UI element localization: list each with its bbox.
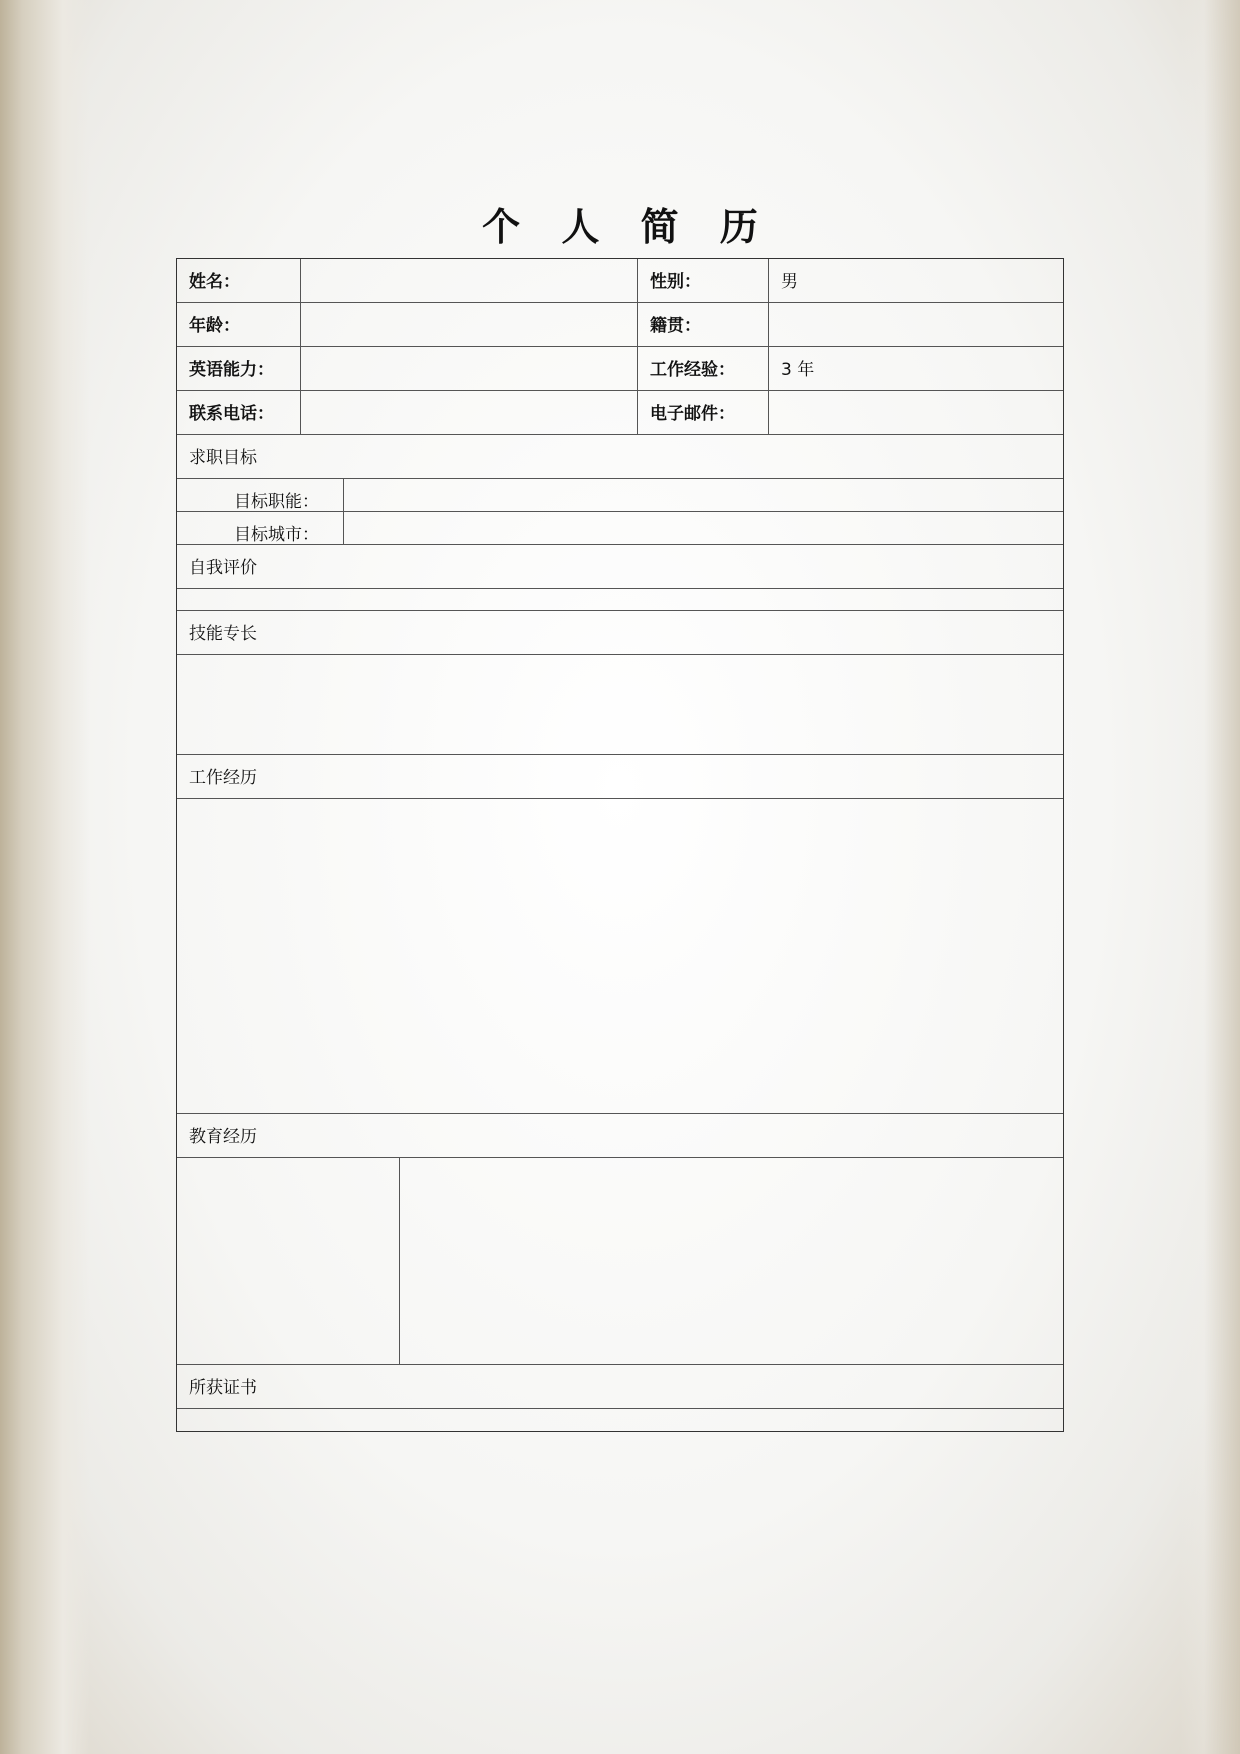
certificates-header: 所获证书 xyxy=(189,1378,257,1398)
skills-content[interactable] xyxy=(177,655,1063,755)
skills-header: 技能专长 xyxy=(189,624,257,644)
education-period-field[interactable] xyxy=(177,1158,399,1364)
page-shadow-left xyxy=(0,0,90,1754)
row-english-experience xyxy=(177,347,1063,391)
work-history-header: 工作经历 xyxy=(189,768,257,788)
education-content xyxy=(177,1158,1063,1365)
age-label: 年龄： xyxy=(189,316,240,336)
target-city-label: 目标城市： xyxy=(234,525,319,545)
row-name-gender xyxy=(177,259,1063,303)
certificates-content[interactable] xyxy=(177,1409,1063,1431)
work-history-field[interactable] xyxy=(177,799,1063,1113)
row-target-city xyxy=(177,512,1063,545)
section-header-work-history xyxy=(177,755,1063,799)
target-city-field[interactable] xyxy=(343,512,1063,544)
section-header-self-evaluation xyxy=(177,545,1063,589)
gender-label: 性别： xyxy=(637,259,768,302)
target-function-label: 目标职能： xyxy=(234,492,319,512)
email-label: 电子邮件： xyxy=(637,391,768,434)
phone-field[interactable] xyxy=(300,391,637,434)
self-evaluation-header: 自我评价 xyxy=(189,558,257,578)
target-function-field[interactable] xyxy=(343,479,1063,511)
education-details-field[interactable] xyxy=(399,1158,1063,1364)
english-field[interactable] xyxy=(300,347,637,390)
page-shadow-right xyxy=(1180,0,1240,1754)
section-header-job-goal xyxy=(177,435,1063,479)
section-header-education xyxy=(177,1114,1063,1158)
name-label: 姓名： xyxy=(189,272,240,292)
education-header: 教育经历 xyxy=(189,1127,257,1147)
email-field[interactable] xyxy=(768,391,1063,434)
row-phone-email xyxy=(177,391,1063,435)
self-evaluation-field[interactable] xyxy=(177,589,1063,610)
resume-title: 个 人 简 历 xyxy=(482,205,772,249)
certificates-field[interactable] xyxy=(177,1409,1063,1431)
origin-field[interactable] xyxy=(768,303,1063,346)
self-evaluation-content[interactable] xyxy=(177,589,1063,611)
section-header-certificates xyxy=(177,1365,1063,1409)
resume-form xyxy=(176,258,1064,1432)
work-history-content[interactable] xyxy=(177,799,1063,1114)
skills-field[interactable] xyxy=(177,655,1063,754)
origin-label: 籍贯： xyxy=(637,303,768,346)
resume-page xyxy=(176,196,1064,1432)
phone-label: 联系电话： xyxy=(189,404,274,424)
experience-label: 工作经验： xyxy=(637,347,768,390)
job-goal-header: 求职目标 xyxy=(189,448,257,468)
age-field[interactable] xyxy=(300,303,637,346)
experience-field[interactable]: 3 年 xyxy=(768,347,1063,390)
section-header-skills xyxy=(177,611,1063,655)
row-target-function xyxy=(177,479,1063,512)
name-field[interactable] xyxy=(300,259,637,302)
gender-field[interactable]: 男 xyxy=(768,259,1063,302)
row-age-origin xyxy=(177,303,1063,347)
english-label: 英语能力： xyxy=(189,360,274,380)
